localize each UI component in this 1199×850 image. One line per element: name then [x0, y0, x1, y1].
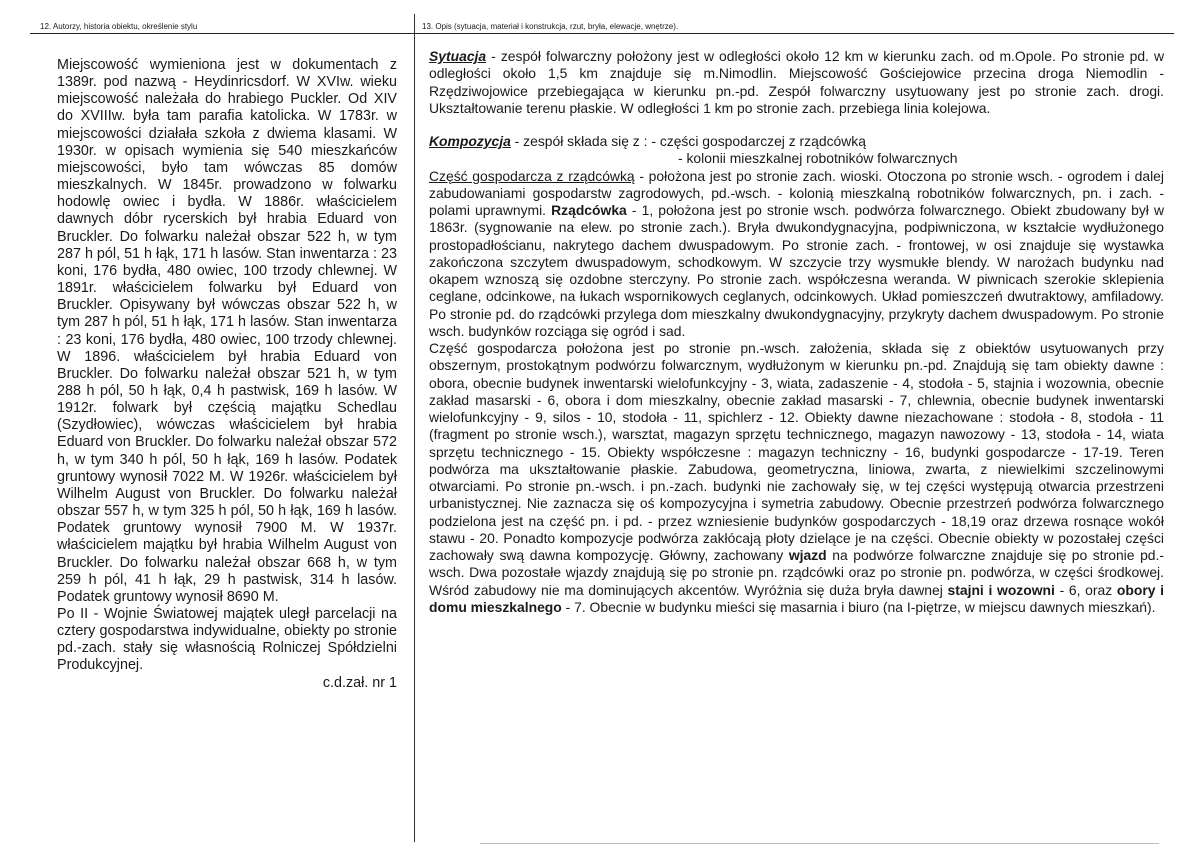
rzadcowka-text: - 1, położona jest po stronie wsch. podwórza folwarcznego. Obiekt zbudowany był w 1863r. (sygnowanie na elew. po stronie zach.). Bryła dwukondygnacyjna, podpiwniczona, w kształcie wydłużonego prostopadłościanu, nakrytego dachem dwuspadowym. Po stronie zach. - frontowej, w osi znajduje się wystawka zakończona szczytem dwuspadowym, schodkowym. W szczycie trzy wysmukłe blendy. W narożach budynku nad okapem wznoszą się ozdobne sterczyny. Po stronie zach. współczesna weranda. W piwnicach szerokie sklepienia ceglane, odcinkowe, na łukach wspornikowych ceglanych, odcinkowych. Układ pomieszczeń dwutraktowy, amfiladowy. Po stronie pd. do rządcówki przylega dom mieszkalny dwukondygnacyjny, przykryty dachem dwuspadowym. Po stronie wsch. budynków rozciąga się ogród i sad.	[429, 202, 1164, 339]
stajnia-label: stajni i wozowni	[947, 581, 1055, 598]
wjazd-label: wjazd	[788, 547, 827, 563]
farmyard-text-b: na podwórze folwarczne znajduje się po stronie pd.-wsch. Dwa pozostałe wjazdy znajdują się po stronie pn. rządcówki oraz po stronie pn. podwórza, w części środkowej. Wśród zabudowy nie ma dominujących akcentów. Wyróżnia się duża bryła dawnej	[429, 547, 1165, 598]
header-rule	[30, 33, 1174, 34]
farm-section-text: - położona jest po stronie zach. wioski. Otoczona po stronie wsch. - ogrodem i dalej zabudowaniami gospodarstw zagrodowych, pd.-wsch. - kolonią mieszkalną robotników folwarcznych, pn. i zach. - polami uprawnymi.	[429, 167, 1164, 218]
farmyard-paragraph	[429, 340, 1164, 616]
rzadcowka-label: Rządcówka	[551, 202, 627, 218]
history-column	[57, 57, 397, 692]
description-column	[429, 48, 1164, 616]
obora-label: obory i domu mieszkalnego	[429, 581, 1164, 615]
column-divider	[414, 14, 415, 842]
farmyard-text-a: Część gospodarcza położona jest po stronie pn.-wsch. założenia, składa się z obiektów usytuowanych przy obszernym, prostokątnym podwórzu folwarcznym, wydłużonym w kierunku pn.-pd. Znajdują się tam obiekty dawne : obora, obecnie budynek inwentarski wielofunkcyjny - 3, wiata, zadaszenie - 4, stodoła - 5, stajnia i wozownia, obecnie zakład masarski - 6, obora i dom mieszkalny, obecnie zakład masarski - 7, chlewnia, obecnie budynek inwentarski wielofunkcyjny - 9, silos - 10, stodoła - 11, spichlerz - 12. Obiekty dawne niezachowane : stodoła - 8, stodoła - 11 (fragment po stronie wsch.), warsztat, magazyn sprzętu technicznego, magazyn nawozowy - 13, stodoła - 14, wiata sprzętu technicznego - 15. Obiekty współczesne : magazyn techniczny - 16, budynki gospodarcze - 17-19. Teren podwórza ma ukształtowanie płaskie. Zabudowa, geometryczna, liniowa, zwarta, z niewielkimi szczelinowymi otwarciami. Po stronie pn.-wsch. i pn.-zach. budynki nie zachowały się, w tej części występują otwarcia przestrzeni urbanistycznej. Nie zaznacza się oś kompozycyjna i symetria zabudowy. Obecnie przestrzeń podwórza folwarcznego podzielona jest na część pn. i pd. - przez wzniesienie budynków gospodarczych - 18,19 oraz drzewa rosnące wokół stawu - 20. Ponadto kompozycje podwórza zakłócają płoty dzielące je na części. Obecnie obiekty w pozostałej części zachowały swą dawna kompozycję. Główny, zachowany	[429, 340, 1164, 563]
situation-label: Sytuacja	[429, 48, 487, 64]
farmyard-text-d: - 7. Obecnie w budynku mieści się masarnia i biuro (na I-piętrze, w miejscu dawnych mieszkań).	[561, 598, 1156, 615]
attachment-reference: c.d.zał. nr 1	[322, 674, 397, 691]
postwar-paragraph: Po II - Wojnie Światowej majątek uległ parcelacji na cztery gospodarstwa indywidualne, obiekty po stronie pd.-zach. stały się własnością Rolniczej Spółdzielni Produkcyjnej.	[57, 606, 397, 674]
section-13-header: 13. Opis (sytuacja, materiał i konstrukcja, rzut, bryła, elewacje, wnętrze).	[422, 22, 679, 31]
composition-item-2: - kolonii mieszkalnej robotników folwarcznych	[678, 150, 958, 167]
situation-text: - zespół folwarczny położony jest w odległości około 12 km w kierunku zach. od m.Opole. Po stronie pd. w odległości około 1,5 km znajduje się m.Nimodlin. Miejscowość Gościejowice przecina droga Niemodlin - Rzędziwojowice przebiegająca w kierunku pn.-pd. Zespół folwarczny usytuowany jest po stronie zach. drogi. Ukształtowanie terenu płaskie. W odległości 1 km po stronie zach. przebiega linia kolejowa.	[429, 48, 1164, 116]
composition-intro: - zespół składa się z : - części gospodarczej z rządcówką	[510, 133, 866, 149]
farm-section-label: Część gospodarcza z rządcówką	[429, 167, 635, 184]
composition-paragraph	[429, 133, 1164, 150]
farm-manager-section-paragraph	[429, 168, 1164, 341]
composition-label: Kompozycja	[429, 133, 511, 149]
section-12-header: 12. Autorzy, historia obiektu, określenie stylu	[40, 22, 198, 31]
bottom-rule	[480, 843, 1159, 844]
farmyard-text-c: - 6, oraz	[1054, 581, 1117, 598]
situation-paragraph	[429, 48, 1164, 117]
history-paragraph: Miejscowość wymieniona jest w dokumentach z 1389r. pod nazwą - Heydinricsdorf. W XVIw. wieku miejscowość należała do hrabiego Puckler. Od XIV do XVIIIw. była tam parafia katolicka. W 1783r. w miejscowości działała szkoła z dwiema klasami. W 1930r. w opisach wymienia się 540 mieszkańców miejscowości, było tam wówczas 85 domów mieszkalnych. W 1845r. prowadzono w folwarku hodowlę owiec i bydła. W 1886r. właścicielem dawnych dóbr rycerskich był hrabia Eduard von Bruckler. Do folwarku należał obszar 522 h, w tym 287 h pól, 51 h łąk, 171 h lasów. Stan inwentarza : 23 koni, 176 bydła, 480 owiec, 100 trzody chlewnej. W 1891r. właścicielem folwarku był Eduard von Bruckler. Opisywany był wówczas obszar 522 h, w tym 287 h pól, 51 h łąk, 171 h lasów. Stan inwentarza : 23 koni, 176 bydła, 480 owiec, 100 trzody chlewnej. W 1896. właścicielem był hrabia Eduard von Bruckler. Do folwarku należał obszar 521 h, w tym 288 h pól, 50 h łąk, 0,4 h pastwisk, 169 h lasów. W 1912r. folwark był częścią majątku Schedlau (Szydłowiec), wówczas właścicielem był hrabia Eduard von Bruckler. Do folwarku należał obszar 572 h, w tym 340 h pól, 50 h łąk, 169 h lasów. Podatek gruntowy wynosił 7022 M. W 1926r. właścicielem był Wilhelm August von Bruckler. Do folwarku należał obszar 557 h, w tym 325 h pól, 50 h łąk, 169 h lasów. Podatek gruntowy wynosił 7900 M. W 1937r. właścicielem majątku był hrabia Wilhelm August von Bruckler. Do folwarku należał obszar 668 h, w tym 259 h pól, 41 h łąk, 29 h pastwisk, 314 h lasów. Podatek gruntowy wynosił 8690 M.	[57, 57, 397, 605]
